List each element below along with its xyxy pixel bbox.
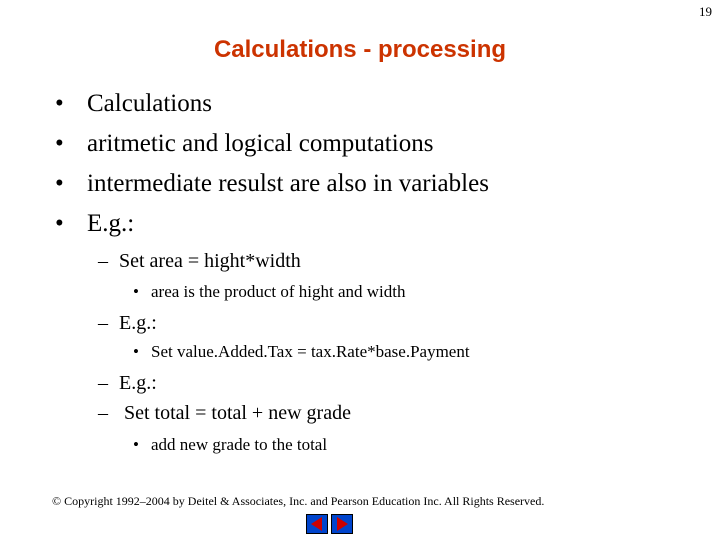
sub-item-text: E.g.: — [119, 312, 157, 334]
sub-item-text: Set area = hight*width — [119, 250, 301, 272]
bullet-text: Calculations — [87, 90, 212, 117]
bullet-marker: • — [133, 435, 139, 454]
sub-sub-item-text: area is the product of hight and width — [151, 282, 406, 301]
bullet-marker: • — [55, 170, 64, 197]
dash-marker: – — [98, 312, 108, 334]
bullet-marker: • — [133, 342, 139, 361]
dash-marker: – — [98, 402, 108, 424]
bullet-text: aritmetic and logical computations — [87, 130, 434, 157]
triangle-left-icon — [307, 515, 327, 533]
page-number: 19 — [699, 4, 712, 19]
sub-item-text: E.g.: — [119, 372, 157, 394]
bullet-marker: • — [133, 282, 139, 301]
sub-sub-item-text: add new grade to the total — [151, 435, 328, 454]
bullet-text: intermediate resulst are also in variables — [87, 170, 489, 197]
slide-title: Calculations - processing — [213, 36, 507, 63]
copyright-footer: © Copyright 1992–2004 by Deitel & Associates, Inc. and Pearson Education Inc. All Rights Reserved. — [52, 494, 545, 508]
bullet-marker: • — [55, 210, 64, 237]
triangle-right-icon — [332, 515, 352, 533]
dash-marker: – — [98, 372, 108, 394]
bullet-marker: • — [55, 130, 64, 157]
bullet-marker: • — [55, 90, 64, 117]
bullet-text: E.g.: — [87, 210, 135, 237]
dash-marker: – — [98, 250, 108, 272]
sub-sub-item-text: Set value.Added.Tax = tax.Rate*base.Payment — [151, 342, 470, 361]
sub-item-text: Set total = total + new grade — [119, 402, 351, 424]
prev-slide-button[interactable] — [306, 514, 328, 534]
next-slide-button[interactable] — [331, 514, 353, 534]
